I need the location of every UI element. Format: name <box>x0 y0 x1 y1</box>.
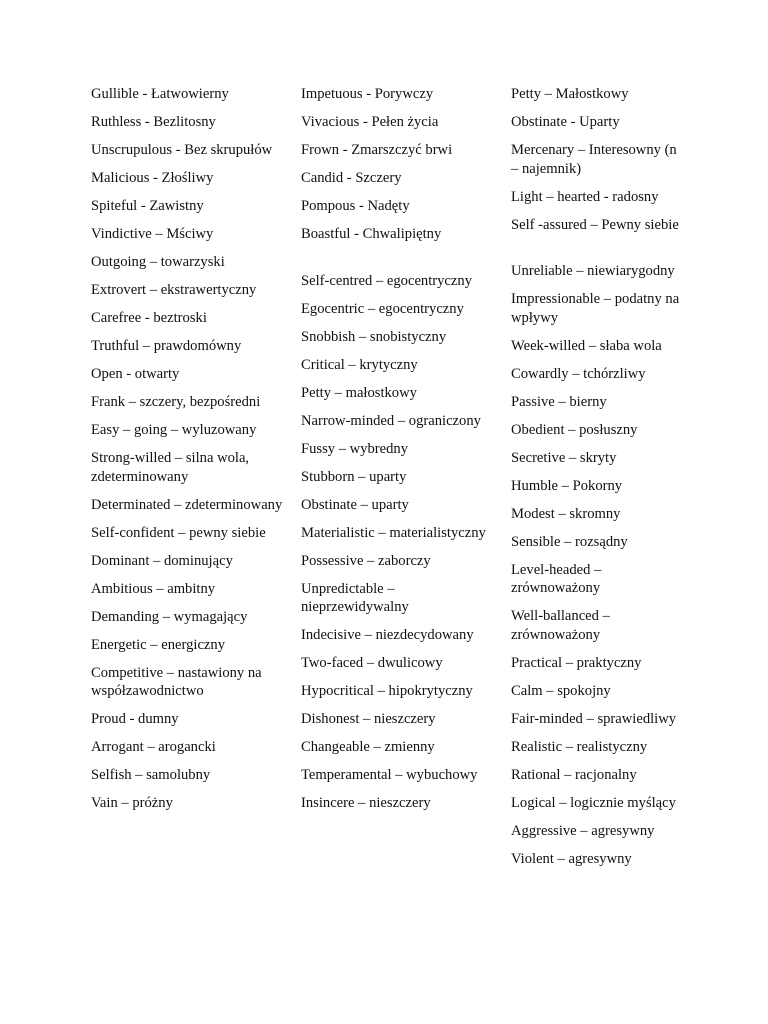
vocabulary-entry: Obedient – posłuszny <box>511 421 638 438</box>
vocabulary-entry: Ruthless - Bezlitosny <box>91 114 216 130</box>
vocabulary-entry: Cowardly – tchórzliwy <box>511 365 646 382</box>
vocabulary-entry: Humble – Pokorny <box>511 477 623 494</box>
vocabulary-entry: Candid - Szczery <box>301 170 402 186</box>
vocabulary-entry: Passive – bierny <box>511 393 607 410</box>
vocabulary-entry: Light – hearted - radosny <box>511 188 659 205</box>
vocabulary-entry: Realistic – realistyczny <box>511 738 648 755</box>
vocabulary-entry: Obstinate – uparty <box>301 496 409 513</box>
vocabulary-entry: Calm – spokojny <box>511 682 611 699</box>
vocabulary-entry: Level-headed – zrównoważony <box>511 561 602 596</box>
vocabulary-entry: Secretive – skryty <box>511 449 617 466</box>
vocabulary-entry: Egocentric – egocentryczny <box>301 300 464 317</box>
vocabulary-entry: Insincere – nieszczery <box>301 795 431 811</box>
vocabulary-entry: Indecisive – niezdecydowany <box>301 627 474 643</box>
vocabulary-entry: Gullible - Łatwowierny <box>91 86 229 102</box>
section-gap <box>511 244 681 253</box>
vocabulary-entry: Stubborn – uparty <box>301 468 407 485</box>
vocabulary-entry: Arrogant – arogancki <box>91 739 216 755</box>
vocabulary-entry: Ambitious – ambitny <box>91 580 216 597</box>
vocabulary-entry: Outgoing – towarzyski <box>91 254 225 270</box>
vocabulary-entry: Vivacious - Pełen życia <box>301 114 439 130</box>
vocabulary-entry: Aggressive – agresywny <box>511 822 655 839</box>
vocabulary-entry: Temperamental – wybuchowy <box>301 767 478 783</box>
vocabulary-column-1 <box>91 85 289 822</box>
vocabulary-entry: Frown - Zmarszczyć brwi <box>301 142 453 158</box>
vocabulary-entry: Materialistic – materialistyczny <box>301 524 486 541</box>
vocabulary-entry: Critical – krytyczny <box>301 356 418 373</box>
vocabulary-entry: Self-confident – pewny siebie <box>91 524 266 541</box>
vocabulary-entry: Strong-willed – silna wola, zdeterminowany <box>91 450 250 485</box>
vocabulary-entry: Pompous - Nadęty <box>301 198 410 214</box>
vocabulary-entry: Well-ballanced – zrównoważony <box>511 608 610 643</box>
vocabulary-entry: Competitive – nastawiony na współzawodnictwo <box>91 664 262 699</box>
vocabulary-entry: Truthful – prawdomówny <box>91 338 242 354</box>
vocabulary-entry: Unpredictable – nieprzewidywalny <box>301 580 409 615</box>
vocabulary-entry: Spiteful - Zawistny <box>91 198 204 214</box>
vocabulary-entry: Selfish – samolubny <box>91 767 211 783</box>
vocabulary-entry: Week-willed – słaba wola <box>511 337 662 354</box>
vocabulary-entry: Snobbish – snobistyczny <box>301 328 447 345</box>
vocabulary-entry: Determinated – zdeterminowany <box>91 496 283 513</box>
vocabulary-entry: Malicious - Złośliwy <box>91 170 214 186</box>
vocabulary-entry: Frank – szczery, bezpośredni <box>91 394 261 410</box>
vocabulary-entry: Boastful - Chwalipiętny <box>301 226 442 242</box>
vocabulary-entry: Fussy – wybredny <box>301 440 409 457</box>
vocabulary-entry: Proud - dumny <box>91 711 179 727</box>
vocabulary-entry: Violent – agresywny <box>511 850 632 867</box>
vocabulary-entry: Impetuous - Porywczy <box>301 86 434 102</box>
vocabulary-entry: Demanding – wymagający <box>91 608 248 625</box>
vocabulary-entry: Obstinate - Uparty <box>511 114 620 130</box>
vocabulary-entry: Extrovert – ekstrawertyczny <box>91 282 257 298</box>
vocabulary-entry: Modest – skromny <box>511 505 621 522</box>
vocabulary-entry: Fair-minded – sprawiedliwy <box>511 710 677 727</box>
vocabulary-entry: Impressionable – podatny na wpływy <box>511 291 680 326</box>
vocabulary-entry: Mercenary – Interesowny (n – najemnik) <box>511 142 677 177</box>
vocabulary-entry: Practical – praktyczny <box>511 654 642 671</box>
vocabulary-entry: Unreliable – niewiarygodny <box>511 263 675 279</box>
vocabulary-entry: Open - otwarty <box>91 366 180 382</box>
vocabulary-entry: Energetic – energiczny <box>91 636 225 653</box>
vocabulary-entry: Dominant – dominujący <box>91 552 233 569</box>
vocabulary-entry: Self-centred – egocentryczny <box>301 272 472 289</box>
vocabulary-entry: Vindictive – Mściwy <box>91 226 214 242</box>
vocabulary-entry: Petty – małostkowy <box>301 384 417 401</box>
vocabulary-entry: Self -assured – Pewny siebie <box>511 216 679 233</box>
vocabulary-entry: Dishonest – nieszczery <box>301 711 436 727</box>
vocabulary-entry: Two-faced – dwulicowy <box>301 655 443 671</box>
vocabulary-entry: Hypocritical – hipokrytyczny <box>301 683 473 699</box>
vocabulary-entry: Changeable – zmienny <box>301 739 435 755</box>
vocabulary-entry: Narrow-minded – ograniczony <box>301 412 481 429</box>
vocabulary-entry: Carefree - beztroski <box>91 310 207 326</box>
vocabulary-entry: Rational – racjonalny <box>511 766 637 783</box>
vocabulary-column-2 <box>301 85 499 822</box>
vocabulary-entry: Petty – Małostkowy <box>511 86 629 102</box>
vocabulary-entry: Unscrupulous - Bez skrupułów <box>91 142 273 158</box>
vocabulary-entry: Sensible – rozsądny <box>511 533 628 550</box>
section-gap <box>301 253 499 262</box>
vocabulary-entry: Possessive – zaborczy <box>301 552 431 569</box>
vocabulary-entry: Vain – próżny <box>91 795 173 811</box>
vocabulary-entry: Logical – logicznie myślący <box>511 794 676 811</box>
vocabulary-column-3 <box>511 85 681 878</box>
vocabulary-entry: Easy – going – wyluzowany <box>91 422 257 438</box>
